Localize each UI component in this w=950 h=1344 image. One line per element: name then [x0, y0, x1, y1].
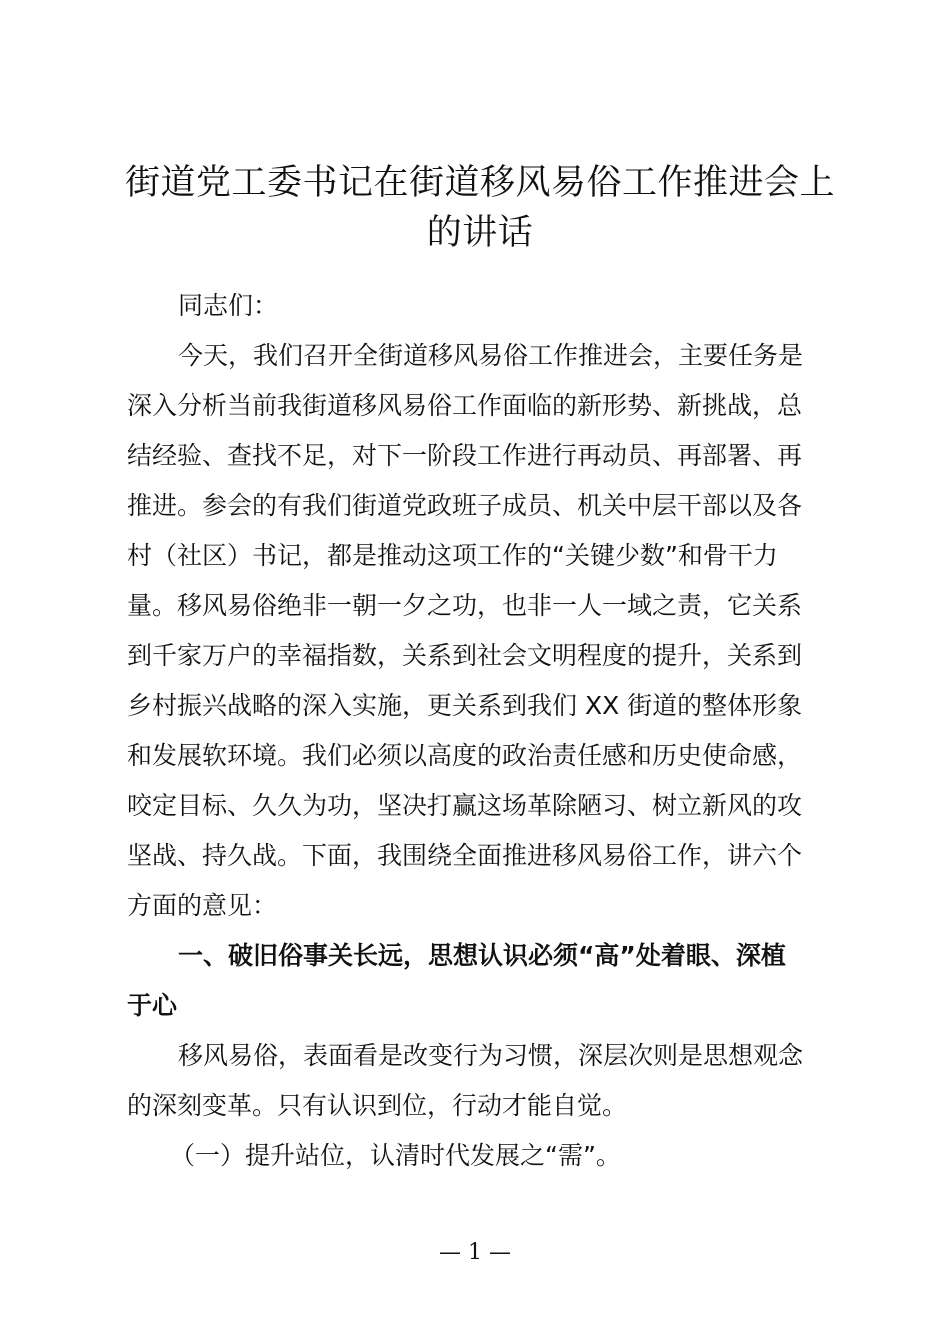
- paragraph-1-line: 深入分析当前我街道移风易俗工作面临的新形势、新挑战，总: [127, 391, 803, 420]
- page-number: — 1 —: [439, 1240, 511, 1265]
- section-heading-1-line: 一、破旧俗事关长远，思想认识必须“高”处着眼、深植: [178, 941, 786, 970]
- paragraph-1-line: 方面的意见：: [127, 891, 278, 920]
- paragraph-2-line: 的深刻变革。只有认识到位，行动才能自觉。: [127, 1091, 628, 1120]
- paragraph-1-line: 坚战、持久战。下面，我围绕全面推进移风易俗工作，讲六个: [127, 841, 803, 870]
- title-line-1: 街道党工委书记在街道移风易俗工作推进会上: [124, 163, 835, 203]
- paragraph-2-line: 移风易俗，表面看是改变行为习惯，深层次则是思想观念: [178, 1041, 804, 1070]
- paragraph-1-line: 结经验、查找不足，对下一阶段工作进行再动员、再部署、再: [127, 441, 803, 470]
- paragraph-1-line: 咬定目标、久久为功，坚决打赢这场革除陋习、树立新风的攻: [127, 791, 803, 820]
- paragraph-1-line: 和发展软环境。我们必须以高度的政治责任感和历史使命感，: [127, 741, 803, 770]
- document-title: [100, 158, 860, 258]
- section-heading-1-line: 于心: [127, 991, 178, 1020]
- paragraph-1-line: 到千家万户的幸福指数，关系到社会文明程度的提升，关系到: [127, 641, 803, 670]
- title-line-2: 的讲话: [426, 213, 534, 253]
- paragraph-1-line: 今天，我们召开全街道移风易俗工作推进会，主要任务是: [178, 341, 804, 370]
- paragraph-1-line: 乡村振兴战略的深入实施，更关系到我们 XX 街道的整体形象: [127, 691, 803, 720]
- paragraph-1-line: 推进。参会的有我们街道党政班子成员、机关中层干部以及各: [127, 491, 803, 520]
- subheading-1: （一）提升站位，认清时代发展之“需”。: [170, 1141, 621, 1170]
- paragraph-1-line: 村（社区）书记，都是推动这项工作的“关键少数”和骨干力: [127, 541, 778, 570]
- paragraph-1-line: 量。移风易俗绝非一朝一夕之功，也非一人一域之责，它关系: [127, 591, 803, 620]
- salutation: 同志们：: [178, 291, 279, 320]
